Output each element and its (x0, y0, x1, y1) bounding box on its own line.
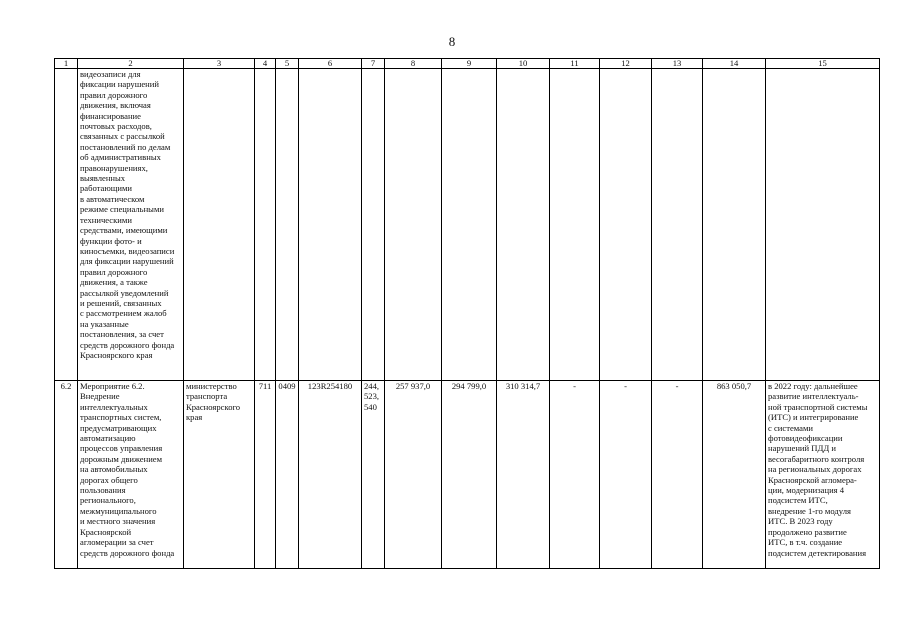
column-number: 11 (550, 59, 600, 69)
column-number: 3 (184, 59, 255, 69)
amount-cell: - (600, 381, 652, 569)
amount-cell: - (550, 381, 600, 569)
column-number: 5 (276, 59, 299, 69)
column-number: 10 (497, 59, 550, 69)
page-number: 8 (448, 34, 456, 49)
column-number: 13 (652, 59, 703, 69)
expense-type-code: 244, 523, 540 (362, 381, 385, 569)
measure-name: Мероприятие 6.2. Внедрение интеллектуальных транспортных систем, предусматривающих автоматизацию процессов управления дорожным движением на автомобильных дорогах общего пользования регионального, межмуниципального и местного значения Красноярской агломерации за счет средств дорожного фонда (78, 381, 184, 569)
continuation-row (55, 69, 880, 381)
row-number: 6.2 (55, 381, 78, 569)
executor: министерство транспорта Красноярского края (184, 381, 255, 569)
table-row (55, 381, 880, 569)
column-number: 1 (55, 59, 78, 69)
column-number: 4 (255, 59, 276, 69)
column-number: 7 (362, 59, 385, 69)
total-amount: 863 050,7 (703, 381, 766, 569)
column-number: 12 (600, 59, 652, 69)
target-article-code: 123R254180 (299, 381, 362, 569)
column-number-row (55, 59, 880, 69)
column-number: 8 (385, 59, 442, 69)
column-number: 15 (766, 59, 880, 69)
ministry-code: 711 (255, 381, 276, 569)
amount-cell: - (652, 381, 703, 569)
amount-cell: 310 314,7 (497, 381, 550, 569)
section-code: 0409 (276, 381, 299, 569)
column-number: 14 (703, 59, 766, 69)
column-number: 6 (299, 59, 362, 69)
amount-cell: 294 799,0 (442, 381, 497, 569)
amount-cell: 257 937,0 (385, 381, 442, 569)
column-number: 9 (442, 59, 497, 69)
budget-table (54, 58, 880, 569)
column-number: 2 (78, 59, 184, 69)
expected-result: в 2022 году: дальнейшее развитие интеллектуаль- ной транспортной системы (ИТС) и интегрирование с системами фотовидеофиксации нарушений ПДД и весогабаритного контроля на региональных дорогах Красноярской агломера- ции, модернизация 4 подсистем ИТС, внедрение 1-го модуля ИТС. В 2023 году продолжено развитие ИТС, в т.ч. создание подсистем детектирования (766, 381, 880, 569)
continued-measure-text: видеозаписи для фиксации нарушений правил дорожного движения, включая финансирование почтовых расходов, связанных с рассылкой постановлений по делам об административных правонарушениях, выявленных работающими в автоматическом режиме специальными техническими средствами, имеющими функции фото- и киносъемки, видеозаписи для фиксации нарушений правил дорожного движения, а также рассылкой уведомлений и решений, связанных с рассмотрением жалоб на указанные постановления, за счет средств дорожного фонда Красноярского края (78, 69, 184, 381)
